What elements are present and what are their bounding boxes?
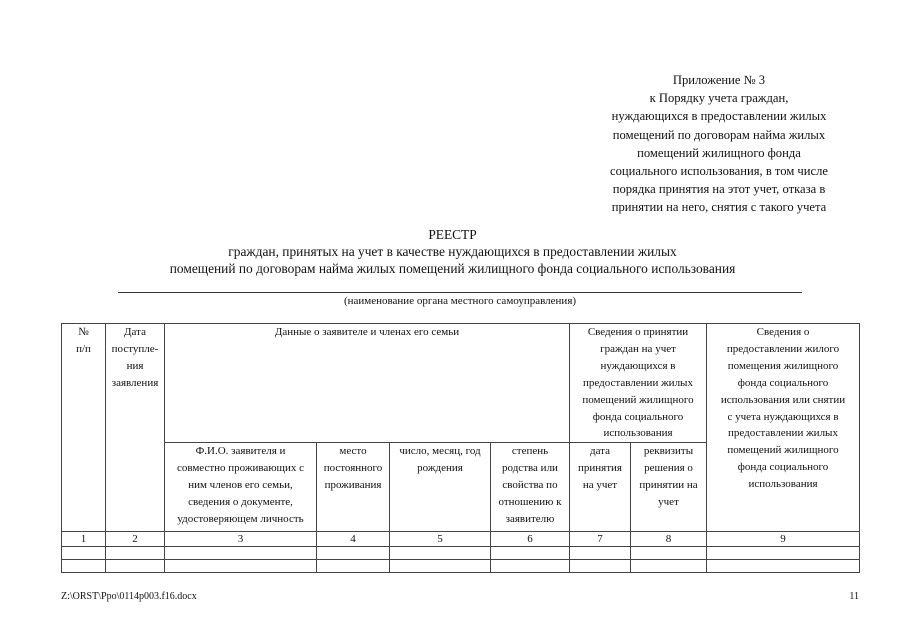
header-text: фонда социального [737,461,829,474]
appendix-line: к Порядку учета граждан, [649,91,789,106]
header-text: дата [589,445,611,458]
header-birth-date [390,443,491,532]
page-number: 11 [849,591,859,602]
appendix-line: помещений по договорам найма жилых [612,127,826,142]
appendix-line: принятии на него, снятия с такого учета [611,200,827,215]
header-text: Данные о заявителе и членах его семьи [274,326,460,338]
column-number: 5 [390,532,491,547]
appendix-line: помещений жилищного фонда [637,145,801,160]
empty-cell [317,547,390,560]
empty-cell [165,547,317,560]
header-text: Дата [124,326,146,338]
org-name-line [118,292,802,293]
empty-cell [62,560,106,573]
appendix-block [572,71,866,217]
registry-table [61,323,860,573]
header-text: степень [511,445,549,458]
header-text: рождения [417,462,463,475]
empty-cell [165,560,317,573]
empty-cell [491,560,570,573]
header-provision-info [707,324,860,532]
appendix-line: порядка принятия на этот учет, отказа в [612,182,826,197]
empty-cell [707,547,860,560]
header-text: помещений жилищного [582,393,694,406]
header-text: Ф.И.О. заявителя и [195,445,286,458]
empty-cell [631,547,707,560]
header-text: удостоверяющем личность [177,512,304,525]
header-acceptance-date [570,443,631,532]
registry-title-line: помещений по договорам найма жилых помещений жилищного фонда социального использования [169,261,736,276]
empty-cell [707,560,860,573]
header-text: граждан на учет [600,342,676,355]
header-text: учет [658,496,679,509]
header-text: принятия [578,462,622,475]
empty-cell [390,547,491,560]
header-text: место [339,445,367,458]
column-number: 3 [165,532,317,547]
header-fio [165,443,317,532]
header-text: сведения о документе, [188,496,293,509]
header-text: свойства по [502,479,558,492]
header-text: принятии на [639,479,698,492]
empty-cell [106,560,165,573]
header-text: решения о [644,462,693,475]
header-text: Сведения о [756,326,810,338]
header-text: число, месяц, год [399,445,481,458]
header-text: нуждающихся в [600,359,676,372]
column-numbers-row [62,532,860,547]
header-decision-details [631,443,707,532]
registry-title [100,226,805,277]
header-text: предоставлении жилых [583,376,693,389]
header-kinship [491,443,570,532]
header-date-received [106,324,165,532]
header-applicant-data [165,324,570,443]
column-number: 2 [106,532,165,547]
empty-table-row [62,560,860,573]
header-text: использования [748,478,818,491]
header-text: родства или [502,462,558,475]
header-text: № [78,326,89,338]
header-text: предоставлении жилых [728,427,838,440]
footer-file-path: Z:\ORST\Ppo\0114p003.f16.docx [61,591,197,602]
empty-cell [631,560,707,573]
header-text: проживания [324,479,382,492]
header-text: отношению к [498,496,562,509]
column-number: 8 [631,532,707,547]
header-text: п/п [76,342,91,355]
header-text: использования или снятии [720,393,846,406]
empty-cell [570,560,631,573]
registry-title-line: граждан, принятых на учет в качестве нуждающихся в предоставлении жилых [228,244,677,259]
empty-cell [62,547,106,560]
column-number: 6 [491,532,570,547]
header-text: фонда социального [592,410,684,423]
header-residence [317,443,390,532]
header-text: Сведения о принятии [587,326,689,338]
header-text: заявителю [505,512,555,525]
header-text: помещения жилищного [727,359,839,372]
header-text: ним членов его семьи, [188,479,293,492]
column-number: 9 [707,532,860,547]
appendix-line: нуждающихся в предоставлении жилых [611,109,827,124]
appendix-line: Приложение № 3 [672,73,766,87]
header-text: использования [603,427,673,440]
column-number: 1 [62,532,106,547]
header-text: постоянного [323,462,383,475]
column-number: 4 [317,532,390,547]
empty-cell [570,547,631,560]
empty-cell [317,560,390,573]
appendix-line: социального использования, в том числе [610,164,828,179]
header-text: с учета нуждающихся в [727,410,839,423]
empty-cell [390,560,491,573]
org-name-caption: (наименование органа местного самоуправления) [343,295,577,307]
empty-cell [491,547,570,560]
registry-heading: РЕЕСТР [428,227,477,242]
header-text: ния [126,359,144,372]
header-number [62,324,106,532]
header-acceptance-info [570,324,707,443]
header-text: поступле- [111,342,159,355]
header-text: предоставлении жилого [726,342,840,355]
column-number: 7 [570,532,631,547]
header-text: заявления [111,376,159,389]
header-text: фонда социального [737,376,829,389]
empty-table-row [62,547,860,560]
header-text: помещений жилищного [727,444,839,457]
header-text: совместно проживающих с [176,462,305,475]
empty-cell [106,547,165,560]
header-text: реквизиты [643,445,694,458]
header-text: на учет [582,479,618,492]
